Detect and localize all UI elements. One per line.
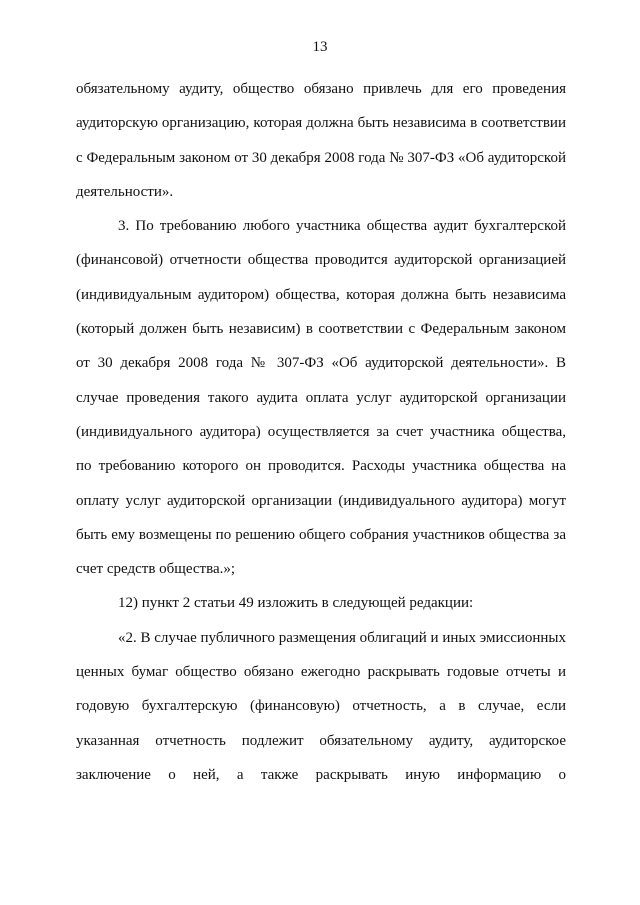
document-body (76, 72, 566, 792)
paragraph-item-2-quote: «2. В случае публичного размещения облигаций и иных эмиссионных ценных бумаг общество обязано ежегодно раскрывать годовые отчеты и годовую бухгалтерскую (финансовую) отчетность, а в случае, если указанная отчетность подлежит обязательному аудиту, аудиторское заключение о ней, а также раскрывать иную информацию о (76, 629, 567, 783)
paragraph-continuation: обязательному аудиту, общество обязано привлечь для его проведения аудиторскую организацию, которая должна быть независима в соответствии с Федеральным законом от 30 декабря 2008 года № 307-ФЗ «Об аудиторской деятельности». (76, 81, 566, 200)
paragraph-item-3: 3. По требованию любого участника общества аудит бухгалтерской (финансовой) отчетности общества проводится аудиторской организацией (индивидуальным аудитором) общества, которая должна быть независима (который должен быть независим) в соответствии с Федеральным законом от 30 декабря 2008 года № 307-ФЗ «Об аудиторской деятельности». В случае проведения такого аудита оплата услуг аудиторской организации (индивидуального аудитора) осуществляется за счет участника общества, по требованию которого он проводится. Расходы участника общества на оплату услуг аудиторской организации (индивидуального аудитора) могут быть ему возмещены по решению общего собрания участников общества за счет средств общества.»; (76, 218, 566, 578)
page-number: 13 (312, 39, 328, 55)
paragraph-item-12: 12) пункт 2 статьи 49 изложить в следующей редакции: (118, 595, 474, 612)
